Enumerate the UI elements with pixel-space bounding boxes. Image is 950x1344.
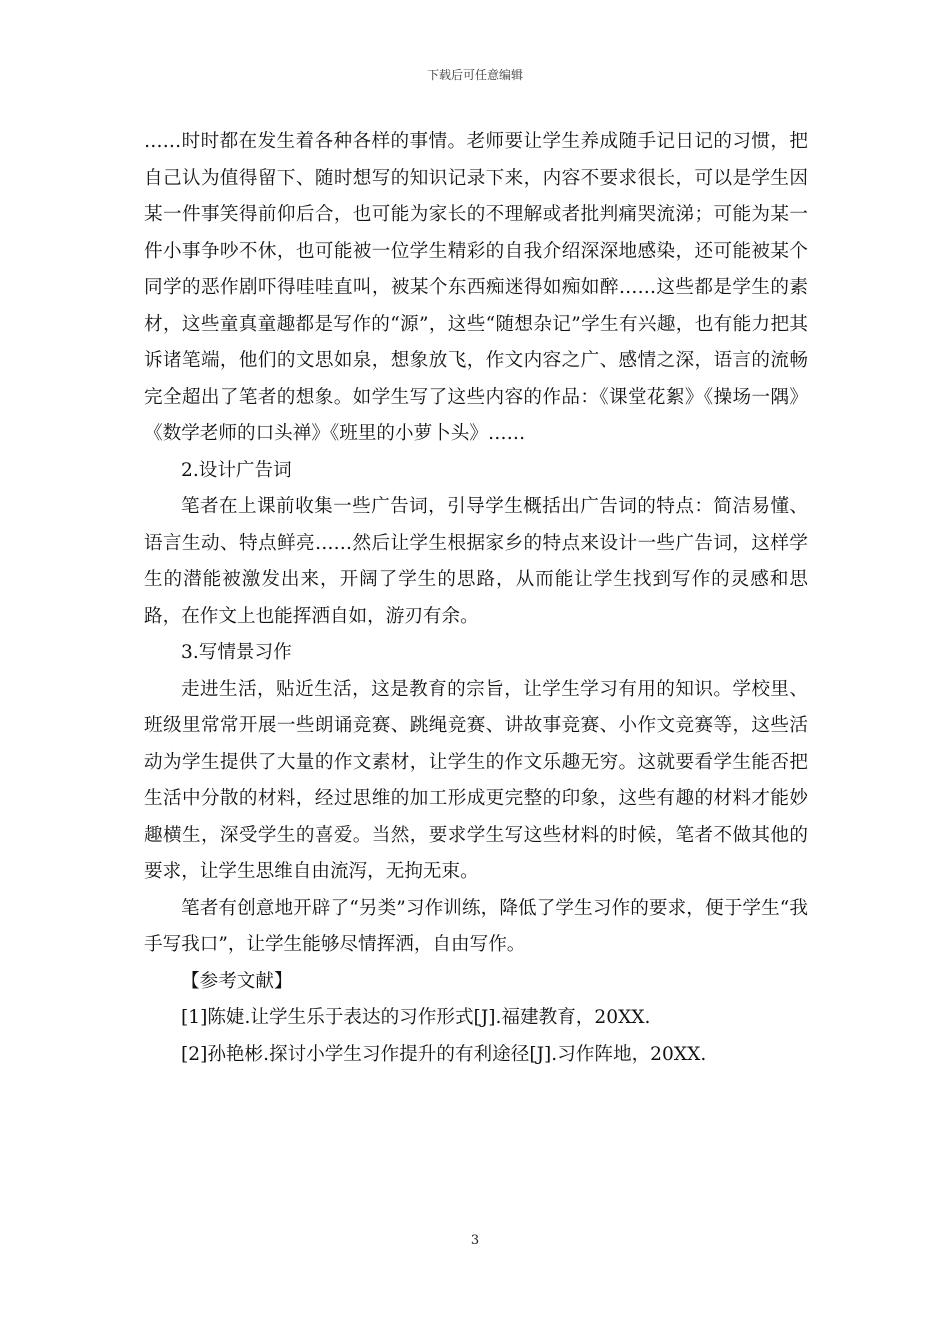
continued-paragraph: ……时时都在发生着各种各样的事情。老师要让学生养成随手记日记的习惯，把自己认为值得留下、随时想写的知识记录下来，内容不要求很长，可以是学生因某一件事笑得前仰后合，也可能为家长的不理解或者批判痛哭流涕；可能为某一件小事争吵不休，也可能被一位学生精彩的自我介绍深深地感染，还可能被某个同学的恶作剧吓得哇哇直叫，被某个东西痴迷得如痴如醉……这些都是学生的素材，这些童真童趣都是写作的“源”，这些“随想杂记”学生有兴趣，也有能力把其诉诸笔端，他们的文思如泉，想象放飞，作文内容之广、感情之深，语言的流畅完全超出了笔者的想象。如学生写了这些内容的作品：《课堂花絮》《操场一隅》《数学老师的口头禅》《班里的小萝卜头》…… bbox=[144, 131, 808, 444]
page-header-note: 下载后可任意编辑 bbox=[426, 68, 523, 82]
reference-item: [2]孙艳彬.探讨小学生习作提升的有利途径[J].习作阵地，20XX. bbox=[181, 1043, 707, 1065]
references-heading: 【参考文献】 bbox=[181, 970, 293, 992]
section-heading-2: 2.设计广告词 bbox=[181, 459, 292, 481]
document-body bbox=[144, 124, 808, 1073]
section-paragraph-3: 走进生活，贴近生活，这是教育的宗旨，让学生学习有用的知识。学校里、班级里常常开展一些朗诵竞赛、跳绳竞赛、讲故事竞赛、小作文竞赛等，这些活动为学生提供了大量的作文素材，让学生的作文乐趣无穷。这就要看学生能否把生活中分散的材料，经过思维的加工形成更完整的印象，这些有趣的材料才能妙趣横生，深受学生的喜爱。当然，要求学生写这些材料的时候，笔者不做其他的要求，让学生思维自由流泻，无拘无束。 bbox=[144, 678, 808, 882]
section-heading-3: 3.写情景习作 bbox=[181, 642, 292, 663]
conclusion-paragraph: 笔者有创意地开辟了“另类”习作训练，降低了学生习作的要求，便于学生“我手写我口”，让学生能够尽情挥洒，自由写作。 bbox=[144, 897, 808, 955]
page-number: 3 bbox=[470, 1233, 480, 1248]
section-paragraph-2: 笔者在上课前收集一些广告词，引导学生概括出广告词的特点：简洁易懂、语言生动、特点鲜亮……然后让学生根据家乡的特点来设计一些广告词，这样学生的潜能被激发出来，开阔了学生的思路，从而能让学生找到写作的灵感和思路，在作文上也能挥洒自如，游刃有余。 bbox=[144, 496, 808, 627]
reference-item: [1]陈婕.让学生乐于表达的习作形式[J].福建教育，20XX. bbox=[181, 1007, 651, 1028]
